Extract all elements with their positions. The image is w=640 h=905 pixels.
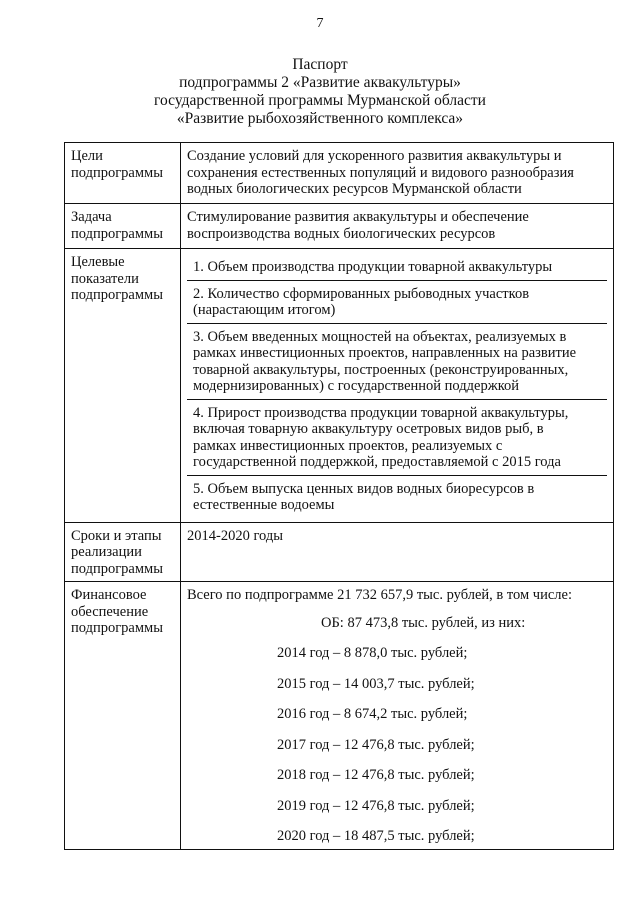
indicator-3-line-3: товарной аквакультуры, построенных (реконструированных, <box>193 361 569 378</box>
title-line-2: подпрограммы 2 «Развитие аквакультуры» <box>179 74 461 91</box>
indicator-item-1 <box>187 254 607 281</box>
terms-label-line-3: подпрограммы <box>71 560 163 577</box>
indicator-3-line-2: рамках инвестиционных проектов, направленных на развитие <box>193 345 577 361</box>
terms-label-line-1: Сроки и этапы <box>71 527 162 544</box>
goals-label-line-2: подпрограммы <box>71 164 163 181</box>
task-label <box>65 204 181 249</box>
finance-regional-budget: ОБ: 87 473,8 тыс. рублей, из них: <box>321 614 526 631</box>
passport-table <box>64 142 614 850</box>
title-line-1: Паспорт <box>292 56 348 73</box>
finance-total: Всего по подпрограмме 21 732 657,9 тыс. рублей, в том числе: <box>187 587 573 603</box>
finance-year-2018: 2018 год – 12 476,8 тыс. рублей; <box>277 767 475 783</box>
task-label-line-1: Задача <box>71 209 112 225</box>
title-line-4: «Развитие рыбохозяйственного комплекса» <box>176 110 464 127</box>
task-label-line-2: подпрограммы <box>71 225 163 242</box>
finance-year-2017: 2017 год – 12 476,8 тыс. рублей; <box>277 736 475 753</box>
title-line-3: государственной программы Мурманской области <box>154 92 486 109</box>
goals-value-line-1: Создание условий для ускоренного развития аквакультуры и <box>187 148 562 164</box>
document-title <box>0 56 640 128</box>
task-value-line-1: Стимулирование развития аквакультуры и обеспечение <box>187 209 529 225</box>
indicator-2-line-1: 2. Количество сформированных рыбоводных участков <box>193 285 530 302</box>
terms-value <box>181 522 614 582</box>
finance-label-line-2: обеспечение <box>71 603 149 620</box>
goals-value <box>181 143 614 204</box>
indicator-4-line-1: 4. Прирост производства продукции товарной аквакультуры, <box>193 404 569 421</box>
goals-value-line-3: водных биологических ресурсов Мурманской области <box>187 181 522 197</box>
indicator-3-line-4: модернизированных) с государственной поддержкой <box>193 378 520 394</box>
indicators-label-line-3: подпрограммы <box>71 287 163 303</box>
finance-year-2016: 2016 год – 8 674,2 тыс. рублей; <box>277 706 468 722</box>
indicators-row <box>65 249 614 523</box>
goals-label-line-1: Цели <box>71 148 103 164</box>
finance-year-2015: 2015 год – 14 003,7 тыс. рублей; <box>277 675 475 692</box>
finance-year-2014: 2014 год – 8 878,0 тыс. рублей; <box>277 645 468 661</box>
goals-value-line-2: сохранения естественных популяций и видового разнообразия <box>187 164 574 181</box>
task-value <box>181 204 614 249</box>
goals-label <box>65 143 181 204</box>
terms-row <box>65 522 614 582</box>
indicator-3-line-1: 3. Объем введенных мощностей на объектах, реализуемых в <box>193 328 567 345</box>
page-number: 7 <box>316 16 324 31</box>
indicator-5-line-1: 5. Объем выпуска ценных видов водных биоресурсов в <box>193 480 535 497</box>
task-value-line-2: воспроизводства водных биологических ресурсов <box>187 225 496 242</box>
finance-year-2020: 2020 год – 18 487,5 тыс. рублей; <box>277 828 475 844</box>
indicator-item-3 <box>187 324 607 400</box>
indicator-4-line-3: рамках инвестиционных проектов, реализуемых с <box>193 437 503 454</box>
indicator-1-line-1: 1. Объем производства продукции товарной аквакультуры <box>193 259 553 275</box>
finance-label-line-3: подпрограммы <box>71 620 163 636</box>
indicator-4-line-2: включая товарную аквакультуру осетровых видов рыб, в <box>193 421 544 437</box>
indicators-label-line-1: Целевые <box>71 254 125 270</box>
finance-label <box>65 582 181 850</box>
finance-row <box>65 582 614 850</box>
indicator-2-line-2: (нарастающим итогом) <box>193 302 336 318</box>
finance-value <box>181 582 614 850</box>
task-row <box>65 204 614 249</box>
indicators-label <box>65 249 181 523</box>
indicator-item-4 <box>187 400 607 476</box>
terms-label <box>65 522 181 582</box>
indicator-item-2 <box>187 281 607 324</box>
indicators-list <box>181 249 614 523</box>
finance-year-2019: 2019 год – 12 476,8 тыс. рублей; <box>277 797 475 814</box>
finance-label-line-1: Финансовое <box>71 587 147 603</box>
goals-row <box>65 143 614 204</box>
indicators-label-line-2: показатели <box>71 270 139 287</box>
terms-label-line-2: реализации <box>71 544 142 560</box>
indicator-4-line-4: государственной поддержкой, предоставляемой с 2015 года <box>193 454 561 470</box>
terms-value-text: 2014-2020 годы <box>187 527 283 544</box>
indicator-5-line-2: естественные водоемы <box>193 497 335 513</box>
indicator-item-5 <box>187 476 607 518</box>
